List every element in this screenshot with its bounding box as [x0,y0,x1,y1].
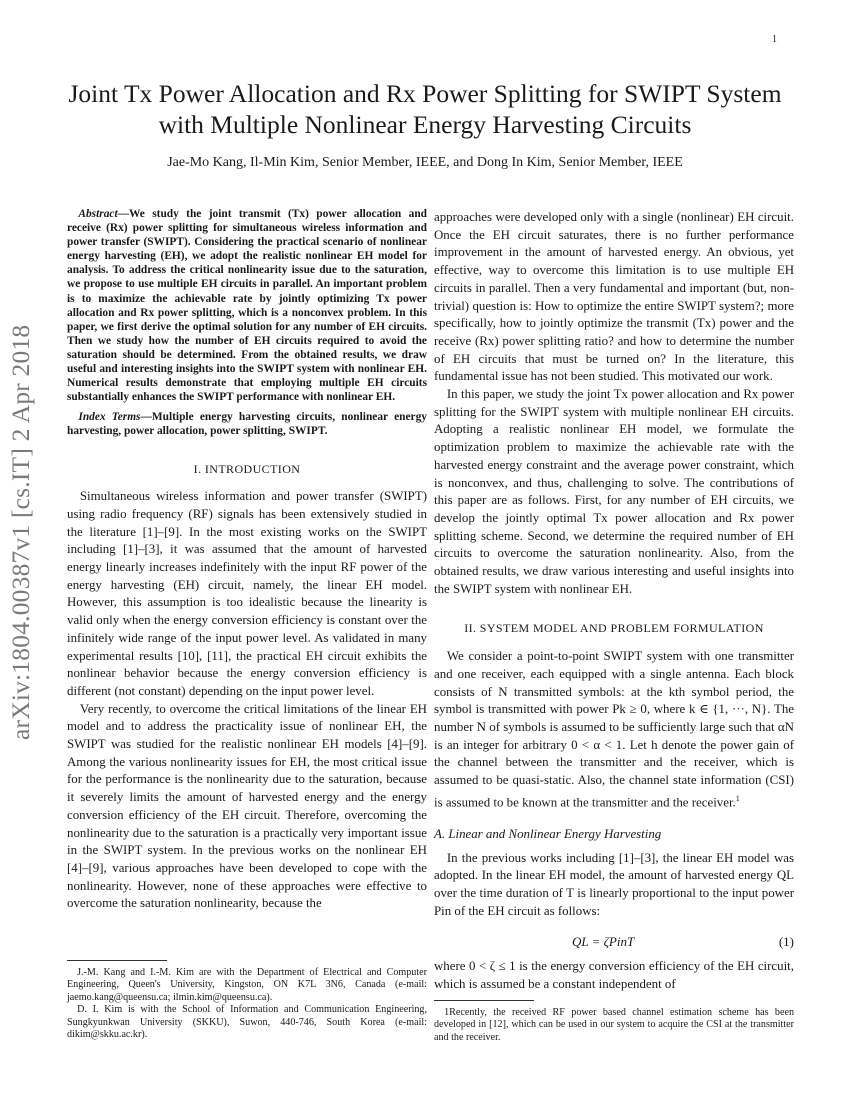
system-model-paragraph [434,648,794,812]
system-model-text: We consider a point-to-point SWIPT system with one transmitter and one receiver, each equipped with a single antenna. Each block consists of N transmitted symbols: at the kth symbol period, the symbol is transmitted with power Pk ≥ 0, where k ∈ {1, ···, N}. The number N of symbols is assumed to be sufficiently large such that αN is an integer for arbitrary 0 < α < 1. Let h denote the power gain of the channel between the transmitter and the receiver, which is assumed to be quasi-static. Also, the channel state information (CSI) is assumed to be known at the transmitter and the receiver. [434,649,794,810]
abstract [67,207,427,404]
intro-paragraph-1: Simultaneous wireless information and power transfer (SWIPT) using radio frequency (RF) signals has been extensively studied in the literature [1]–[9]. In the most existing works on the SWIPT including [1]–[3], it was assumed that the amount of harvested energy linearly increases indefinitely with the input RF power of the energy harvesting (EH) circuit, namely, the linear EH model. However, this assumption is too idealistic because the linearity is valid only when the energy conversion efficiency is constant over the infinitely wide range of the input power level. As validated in many experimental results [10], [11], the practical EH circuit exhibits the nonlinear behavior because the energy conversion efficiency is different (not constant) depending on the input power level. [67,489,427,698]
paper-title: Joint Tx Power Allocation and Rx Power Splitting for SWIPT System with Multiple Nonlinear Energy Harvesting Circuits [68,79,782,139]
eh-paragraph: In the previous works including [1]–[3], the linear EH model was adopted. In the linear EH model, the amount of harvested energy QL over the time duration of T is linearly proportional to the input power Pin of the EH circuit as follows: [434,850,794,918]
affiliation-footnote-1: J.-M. Kang and I.-M. Kim are with the Department of Electrical and Computer Engineering, Queen's University, Kingston, ON K7L 3N6, Canada (e-mail: jaemo.kang@queensu.ca; ilmin.kim@queensu.ca). [67,967,427,1003]
section-heading-system-model: II. SYSTEM MODEL AND PROBLEM FORMULATION [464,621,764,636]
footnote-marker: 1 [735,793,740,803]
left-footnotes [67,960,427,1041]
equation-expression: QL = ζPinT [572,934,635,950]
subsection-heading-eh: A. Linear and Nonlinear Energy Harvesting [434,826,662,841]
intro-paragraph-continued: approaches were developed only with a single (nonlinear) EH circuit. Once the EH circuit saturates, there is no further performance improvement in the amount of harvested energy. An obvious, yet effective, way to overcome this limitation is to use multiple EH circuits in parallel. Then a very fundamental and important (but, non-trivial) question is: How to optimize the entire SWIPT system?; more specifically, how to jointly optimize the transmit (Tx) power and the receive (Rx) power splitting ratio? and how to determine the number of EH circuits that must be turned on? In the literature, this fundamental issue has not been studied. This motivated our work. [434,210,794,384]
arxiv-stamp: arXiv:1804.00387v1 [cs.IT] 2 Apr 2018 [6,324,35,740]
eh-paragraph-after-equation: where 0 < ζ ≤ 1 is the energy conversion efficiency of the EH circuit, which is assumed be a constant independent of [434,959,794,992]
right-footnote [434,1000,794,1044]
index-terms-text: —Multiple energy harvesting circuits, nonlinear energy harvesting, power allocation, power splitting, SWIPT. [67,411,427,438]
page-number: 1 [772,34,777,45]
abstract-text: —We study the joint transmit (Tx) power allocation and receive (Rx) power splitting for simultaneous wireless information and power transfer (SWIPT). Considering the practical scenario of nonlinear energy harvesting (EH), we adopt the realistic nonlinear EH model for analysis. To address the critical nonlinearity issue due to the saturation, we propose to use multiple EH circuits in parallel. An important problem is to maximize the achievable rate by jointly optimizing Tx power allocation and Rx power splitting, which is a nonconvex problem. In this paper, we first derive the optimal solution for any number of EH circuits. Then we study how the number of EH circuits required to avoid the saturation should be determined. From the obtained results, we draw useful and interesting insights into the SWIPT system with nonlinear EH. Numerical results demonstrate that employing multiple EH circuits substantially enhances the SWIPT performance with nonlinear EH. [67,208,427,404]
intro-paragraph-3: In this paper, we study the joint Tx power allocation and Rx power splitting for the SWIPT system with multiple nonlinear EH circuits. Adopting a realistic nonlinear EH model, we formulate the optimization problem to maximize the achievable rate with the harvested energy constraint and the average power constraint, which is nonconvex, and thus, challenging to solve. The contributions of this paper are as follows. First, for any number of EH circuits, we develop the jointly optimal Tx power allocation and Rx power splitting scheme. Second, we determine the required number of EH circuits to overcome the saturation nonlinearity. Also, from the obtained results, we draw various interesting and useful insights into the SWIPT system with nonlinear EH. [434,387,794,596]
abstract-label: Abstract [78,208,118,220]
right-column [434,209,794,994]
index-terms [67,410,427,438]
left-column [67,207,427,913]
csi-footnote: 1Recently, the received RF power based channel estimation scheme has been developed in [12], which can be used in our system to acquire the CSI at the transmitter and the receiver. [434,1007,794,1043]
footnote-divider [67,960,167,961]
title-block [50,78,800,171]
equation-1 [434,924,794,958]
index-terms-label: Index Terms [78,411,141,424]
section-heading-introduction: I. INTRODUCTION [193,461,301,476]
intro-paragraph-2: Very recently, to overcome the critical limitations of the linear EH model and to address the practicality issue of nonlinear EH, the SWIPT was studied for the realistic nonlinear EH models [4]–[9]. Among the various nonlinearity issues for EH, the most critical issue for the performance is the nonlinearity due to the saturation, because it severely limits the amount of harvested energy and the energy conversion efficiency of the EH circuit. Therefore, overcoming the nonlinearity due to the saturation is a practically very important issue in the SWIPT system. In the previous works on the nonlinear EH [4]–[9], various approaches have been developed to cope with the nonlinearity. However, none of these approaches were effective to overcome the saturation nonlinearity, because the [67,701,427,911]
affiliation-footnote-2: D. I. Kim is with the School of Information and Communication Engineering, Sungkyunkwan University (SKKU), Suwon, 440-746, South Korea (e-mail: dikim@skku.ac.kr). [67,1004,427,1041]
author-list: Jae-Mo Kang, Il-Min Kim, Senior Member, IEEE, and Dong In Kim, Senior Member, IEEE [167,155,683,170]
equation-number: (1) [778,934,794,950]
footnote-divider-right [434,1000,534,1001]
